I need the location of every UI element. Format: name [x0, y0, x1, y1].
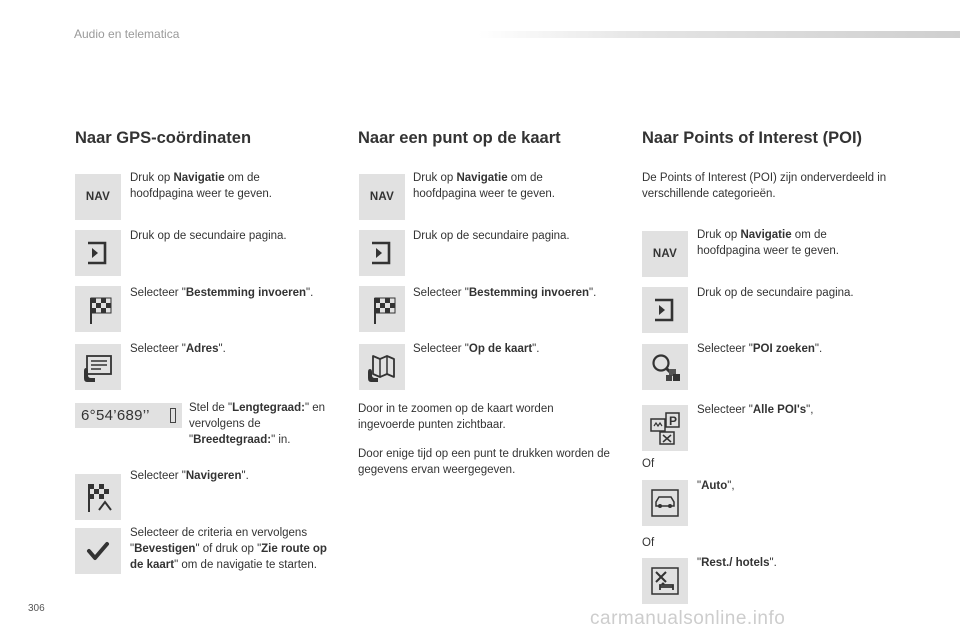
checkered-flag-icon [75, 286, 121, 332]
section-title-poi: Naar Points of Interest (POI) [642, 129, 863, 147]
map-icon [359, 344, 405, 390]
restaurant-hotel-icon [642, 558, 688, 604]
or-label: Of [642, 458, 655, 470]
page-number: 306 [28, 603, 45, 614]
checkered-flag-icon [359, 286, 405, 332]
nav-button-icon: NAV [642, 231, 688, 277]
paragraph: De Points of Interest (POI) zijn onderverdeeld in verschillende categorieën. [642, 172, 887, 200]
cursor-bracket-icon [170, 408, 176, 423]
coordinate-field [75, 403, 182, 428]
header-title: Audio en telematica [74, 27, 180, 41]
paragraph: Door enige tijd op een punt te drukken worden de gegevens ervan weergegeven. [358, 448, 610, 476]
all-poi-icon [642, 405, 688, 451]
step-text: Selecteer "Op de kaart". [413, 343, 540, 355]
section-title-gps: Naar GPS-coördinaten [75, 129, 252, 147]
navigate-flag-icon [75, 474, 121, 520]
watermark: carmanualsonline.info [590, 608, 786, 629]
step-text: Selecteer "Bestemming invoeren". [413, 287, 597, 299]
paragraph: Door in te zoomen op de kaart worden ingevoerde punten zichtbaar. [358, 403, 554, 431]
header-bar [478, 31, 960, 38]
car-icon [642, 480, 688, 526]
or-label: Of [642, 537, 655, 549]
step-text: Stel de "Lengtegraad:" en vervolgens de "Breedtegraad:" in. [189, 402, 326, 446]
secondary-page-icon [359, 230, 405, 276]
step-text: Druk op de secundaire pagina. [413, 230, 570, 242]
step-text: Selecteer "Alle POI's", [697, 404, 814, 416]
step-text: Druk op Navigatie om de hoofdpagina weer te geven. [413, 172, 555, 200]
step-text: Selecteer "Adres". [130, 343, 226, 355]
section-title-map: Naar een punt op de kaart [358, 129, 561, 147]
checkmark-icon [75, 528, 121, 574]
secondary-page-icon [75, 230, 121, 276]
step-text: "Auto", [697, 480, 735, 492]
step-text: Druk op Navigatie om de hoofdpagina weer te geven. [130, 172, 272, 200]
poi-search-icon [642, 344, 688, 390]
step-text: Druk op de secundaire pagina. [697, 287, 854, 299]
nav-button-icon: NAV [75, 174, 121, 220]
step-text: Selecteer "Bestemming invoeren". [130, 287, 314, 299]
coordinate-value: 6°54’689’’ [81, 407, 150, 424]
secondary-page-icon [642, 287, 688, 333]
step-text: Selecteer "Navigeren". [130, 470, 249, 482]
step-text: Druk op de secundaire pagina. [130, 230, 287, 242]
step-text: Selecteer "POI zoeken". [697, 343, 823, 355]
svg-text:P: P [669, 414, 678, 428]
address-icon [75, 344, 121, 390]
step-text: Druk op Navigatie om de hoofdpagina weer te geven. [697, 229, 839, 257]
step-text: Selecteer de criteria en vervolgens "Bevestigen" of druk op "Zie route op de kaart" om de navigatie te starten. [130, 527, 327, 571]
nav-button-icon: NAV [359, 174, 405, 220]
step-text: "Rest./ hotels". [697, 557, 777, 569]
